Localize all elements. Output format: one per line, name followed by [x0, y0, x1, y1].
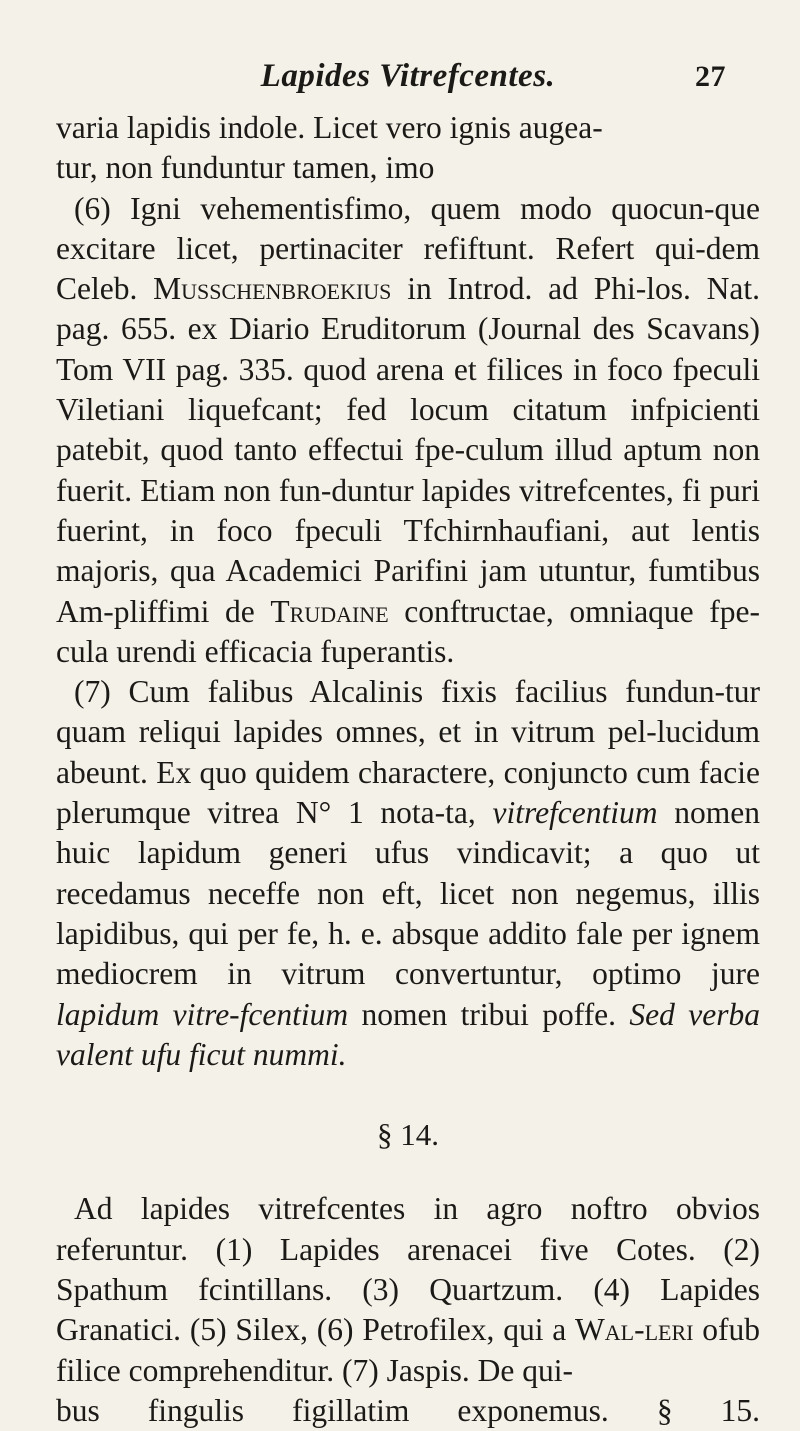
paragraph-7-text-b: nomen huic lapidum generi ufus vindicavit; a quo ut recedamus neceffe non eft, licet non negemus, illis lapidibus, qui per fe, h. e. absque addito fale per ignem mediocrem in vitrum convertuntur, optimo jure [56, 795, 760, 992]
author-trudaine: Trudaine [270, 593, 389, 629]
running-title: Lapides Vitrefcentes. [260, 58, 556, 94]
paragraph-14-text-a: Ad lapides vitrefcentes in agro noftro obvios referuntur. (1) Lapides arenacei five Cotes. (2) Spathum fcintillans. (3) Quartzum. (4) Lapides Granatici. (5) Silex, (6) Petrofilex, qui a [56, 1191, 760, 1348]
author-musschenbroek: Musschenbroekius [153, 271, 392, 307]
running-header [56, 58, 760, 108]
page-number: 27 [695, 60, 726, 93]
author-walleri: Wal-leri [575, 1312, 694, 1348]
paragraph-7-text-c: nomen tribui poffe. [348, 996, 630, 1032]
continued-line-1: varia lapidis indole. Licet vero ignis augea- [56, 110, 603, 145]
paragraph-14-text-b: ofub filice comprehenditur. (7) Jaspis. De qui- [56, 1312, 760, 1388]
term-vitrefcentium: vitrefcentium [492, 795, 658, 831]
paragraph-7 [56, 672, 760, 1075]
paragraph-6-text-c: conftructae, omniaque fpe-cula urendi efficacia fuperantis. [56, 593, 760, 669]
catchword: § 15. [656, 1392, 761, 1428]
paragraph-6-text-b: in Introd. ad Phi-los. Nat. pag. 655. ex Diario Eruditorum (Journal des Scavans) Tom VII pag. 335. quod arena et filices in foco fpeculi Viletiani liquefcant; fed locum citatum infpicienti patebit, quod tanto effectui fpe-culum illud aptum non fuerit. Etiam non fun-duntur lapides vitrefcentes, fi puri fuerint, in foco fpeculi Tfchirnhaufiani, aut lentis majoris, qua Academici Parifini jam utuntur, fumtibus Am-pliffimi de [56, 271, 760, 629]
last-line [56, 1391, 760, 1431]
last-line-text: bus fingulis figillatim exponemus. [56, 1392, 609, 1428]
section-heading: § 14. [377, 1117, 439, 1153]
continued-paragraph [56, 108, 760, 189]
paragraph-6 [56, 189, 760, 673]
main-text [56, 108, 760, 1431]
paragraph-6-text-a: (6) Igni vehementisfimo, quem modo quocun-que excitare licet, pertinaciter refiftunt. Refert qui-dem Celeb. [56, 190, 760, 307]
continued-line-2: tur, non funduntur tamen, imo [56, 150, 435, 186]
paragraph-7-text-a: (7) Cum falibus Alcalinis fixis facilius fundun-tur quam reliqui lapides omnes, et in vitrum pel-lucidum abeunt. Ex quo quidem charactere, conjuncto cum facie plerumque vitrea N° 1 nota-ta, [56, 674, 760, 831]
paragraph-14 [56, 1189, 760, 1390]
term-lapidum-vitrefcentium: lapidum vitre-fcentium [56, 996, 349, 1032]
motto: Sed verba valent ufu ficut nummi. [56, 996, 761, 1072]
